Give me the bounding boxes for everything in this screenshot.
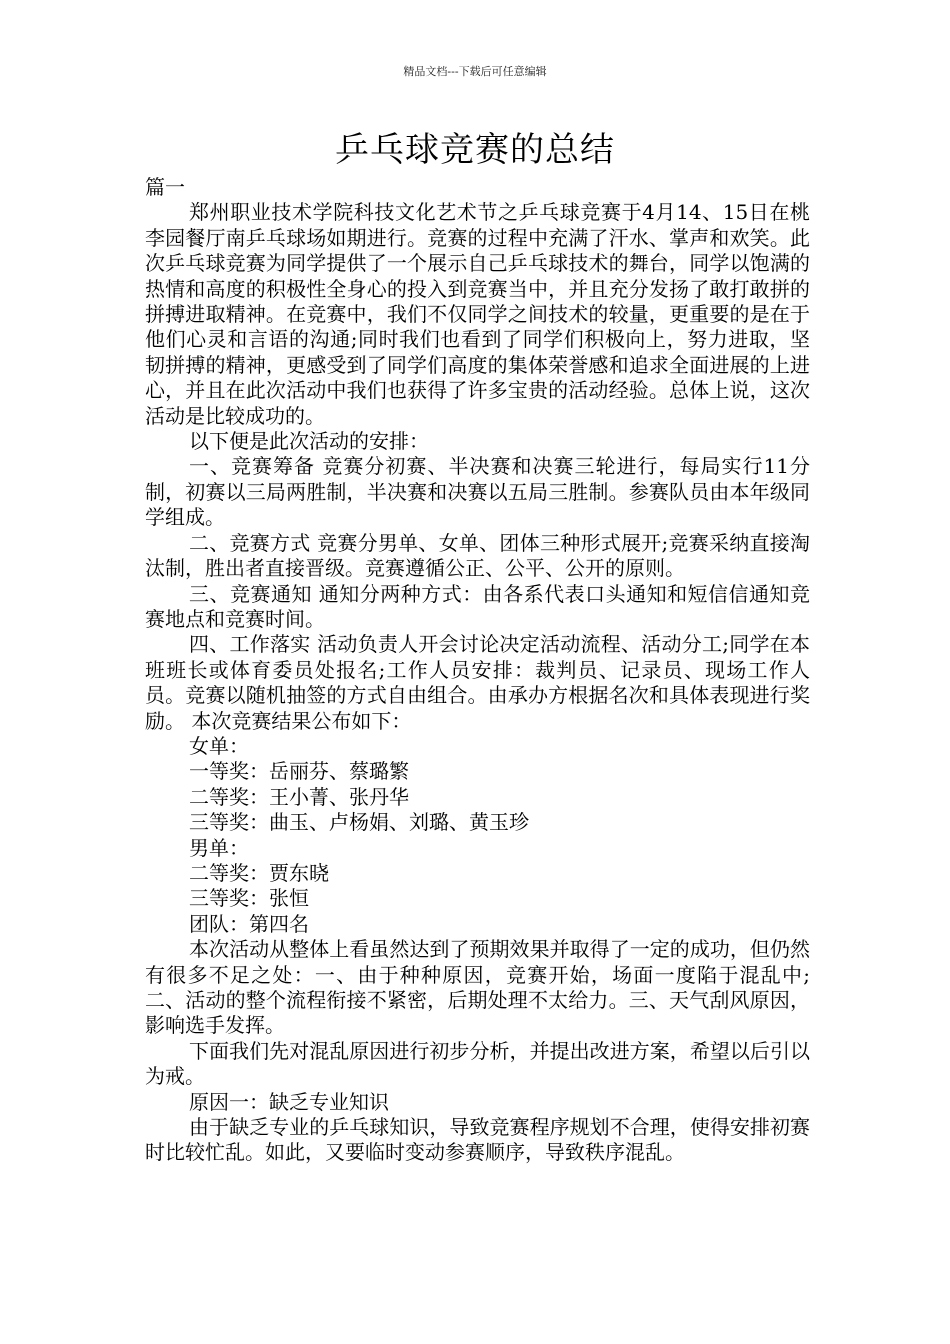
paragraph: 下面我们先对混乱原因进行初步分析，并提出改进方案，希望以后引以为戒。 — [145, 1038, 810, 1089]
document-body — [145, 175, 810, 1166]
result-line: 一等奖：岳丽芬、蔡璐繁 — [189, 759, 409, 784]
paragraph: 由于缺乏专业的乒乓球知识，导致竞赛程序规划不合理，使得安排初赛时比较忙乱。如此，又要临时变动参赛顺序，导致秩序混乱。 — [145, 1115, 810, 1165]
paragraph: 一、竞赛筹备 竞赛分初赛、半决赛和决赛三轮进行，每局实行11分制，初赛以三局两胜制，半决赛和决赛以五局三胜制。参赛队员由本年级同学组成。 — [145, 454, 810, 530]
paragraph: 三、竞赛通知 通知分两种方式：由各系代表口头通知和短信信通知竞赛地点和竞赛时间。 — [145, 581, 810, 631]
result-line: 团队：第四名 — [189, 911, 309, 936]
paragraph: 以下便是此次活动的安排： — [189, 429, 429, 454]
result-line: 二等奖：王小菁、张丹华 — [189, 784, 409, 809]
results-heading: 男单： — [189, 835, 249, 860]
section-label: 篇一 — [145, 175, 185, 199]
result-line: 三等奖：曲玉、卢杨娟、刘璐、黄玉珍 — [189, 810, 529, 835]
result-line: 二等奖：贾东晓 — [189, 860, 329, 885]
subheading: 原因一：缺乏专业知识 — [189, 1089, 389, 1114]
paragraph: 本次活动从整体上看虽然达到了预期效果并取得了一定的成功，但仍然有很多不足之处：一、由于种种原因，竞赛开始，场面一度陷于混乱中;二、活动的整个流程衔接不紧密，后期处理不太给力。三、天气刮风原因，影响选手发挥。 — [145, 937, 810, 1038]
results-heading: 女单： — [189, 733, 249, 758]
document-title: 乒乓球竞赛的总结 — [335, 130, 615, 170]
paragraph: 四、工作落实 活动负责人开会讨论决定活动流程、活动分工;同学在本班班长或体育委员处报名;工作人员安排：裁判员、记录员、现场工作人员。竞赛以随机抽签的方式自由组合。由承办方根据名次和具体表现进行奖励。 本次竞赛结果公布如下： — [145, 632, 810, 733]
result-line: 三等奖：张恒 — [189, 886, 309, 911]
paragraph: 二、竞赛方式 竞赛分男单、女单、团体三种形式展开;竞赛采纳直接淘汰制，胜出者直接晋级。竞赛遵循公正、公平、公开的原则。 — [145, 530, 810, 581]
paragraph: 郑州职业技术学院科技文化艺术节之乒乓球竞赛于4月14、15日在桃李园餐厅南乒乓球场如期进行。竞赛的过程中充满了汗水、掌声和欢笑。此次乒乓球竞赛为同学提供了一个展示自己乒乓球技术的舞台，同学以饱满的热情和高度的积极性全身心的投入到竞赛当中，并且充分发扬了敢打敢拼的拼搏进取精神。在竞赛中，我们不仅同学之间技术的较量，更重要的是在于他们心灵和言语的沟通;同时我们也看到了同学们积极向上，努力进取，坚韧拼搏的精神，更感受到了同学们高度的集体荣誉感和追求全面进展的上进心，并且在此次活动中我们也获得了许多宝贵的活动经验。总体上说，这次活动是比较成功的。 — [145, 200, 810, 428]
page-header-note: 精品文档---下载后可任意编辑 — [403, 65, 547, 78]
